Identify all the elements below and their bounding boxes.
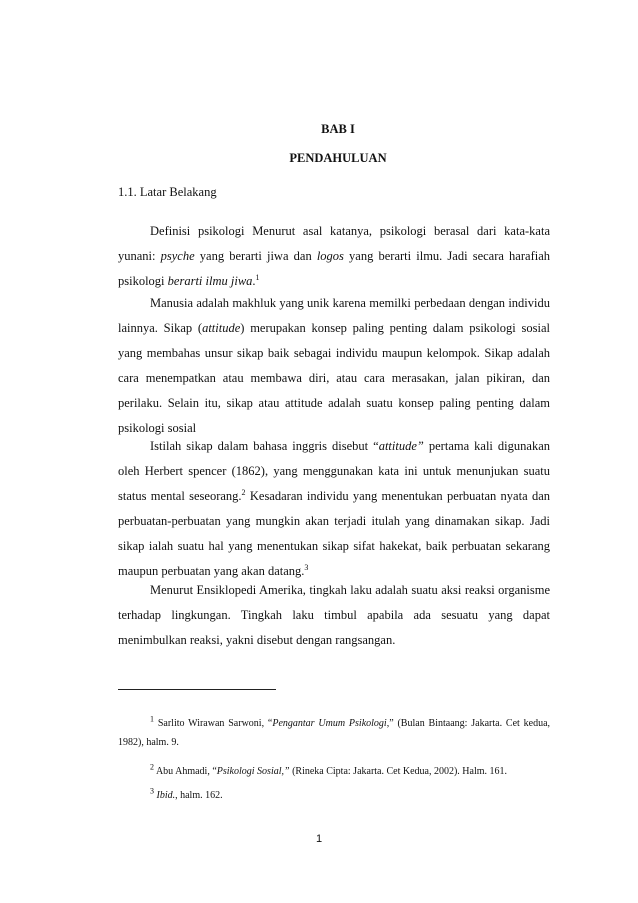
paragraph-text: Definisi psikologi Menurut asal katanya, psikologi berasal dari kata-kata yunani: xyxy=(118,224,550,263)
paragraph-manusia xyxy=(118,291,550,441)
paragraph-text: Manusia adalah makhluk yang unik karena memilki perbedaan dengan individu lainnya. Sikap ( xyxy=(118,296,550,335)
footnote-3 xyxy=(118,786,550,805)
footnote-title: Ibid. xyxy=(156,790,176,801)
paragraph-definition xyxy=(118,219,550,294)
paragraph-ensiklopedi xyxy=(118,578,550,653)
footnote-text: (Rineka Cipta: Jakarta. Cet Kedua, 2002). Halm. 161. xyxy=(289,766,508,777)
term-logos: logos xyxy=(316,249,344,263)
paragraph-text: yang berarti jiwa dan xyxy=(194,249,317,263)
paragraph-text: ) merupakan konsep paling penting dalam psikologi sosial yang membahas unsur sikap baik sebagai individu maupun kelompok. Sikap adalah cara menempatkan atau membawa diri, atau cara merasakan, jalan pikiran, dan perilaku. Selain itu, sikap atau attitude adalah suatu konsep paling penting dalam psikologi sosial xyxy=(118,321,550,435)
footnote-2 xyxy=(118,762,550,781)
section-heading: 1.1. Latar Belakang xyxy=(118,185,217,199)
footnote-divider xyxy=(118,689,276,690)
footnote-number: 1 xyxy=(150,714,154,724)
paragraph-text: Menurut Ensiklopedi Amerika, tingkah laku adalah suatu aksi reaksi organisme terhadap lingkungan. Tingkah laku timbul apabila ada sesuatu yang dapat menimbulkan reaksi, yakni disebut dengan rangsangan. xyxy=(118,583,550,647)
footnote-ref-2[interactable]: 2 xyxy=(241,487,246,497)
footnote-ref-1[interactable]: 1 xyxy=(255,272,260,282)
paragraph-text: . xyxy=(252,274,256,288)
term-attitude: attitude xyxy=(202,321,241,335)
page-number: 1 xyxy=(315,833,323,845)
footnote-text: ,” (Bulan Bintaang: Jakarta. Cet kedua, 1982), halm. 9. xyxy=(118,718,551,748)
term-attitude: attitude” xyxy=(378,439,424,453)
footnote-title: Pengantar Umum Psikologi xyxy=(272,718,387,729)
footnote-text: Abu Ahmadi, “ xyxy=(154,766,217,777)
paragraph-text: Istilah sikap dalam bahasa inggris disebut “ xyxy=(150,439,379,453)
footnote-text: , halm. 162. xyxy=(175,790,223,801)
chapter-number: BAB I xyxy=(321,122,355,136)
paragraph-text: yang berarti ilmu. Jadi secara harafiah psikologi xyxy=(118,249,550,288)
paragraph-text: Kesadaran individu yang menentukan perbuatan nyata dan perbuatan-perbuatan yang mungkin akan terjadi itulah yang dinamakan sikap. Jadi sikap ialah suatu hal yang menentukan sikap sifat hakekat, baik perbuatan sekarang maupun perbuatan yang akan datang. xyxy=(118,489,550,578)
paragraph-istilah-sikap xyxy=(118,434,550,584)
footnote-text: Sarlito Wirawan Sarwoni, “ xyxy=(154,718,273,729)
term-psyche: psyche xyxy=(160,249,195,263)
footnote-ref-3[interactable]: 3 xyxy=(304,562,309,572)
footnote-title: Psikologi Sosial,” xyxy=(216,766,290,777)
footnote-1 xyxy=(118,714,550,752)
footnote-number: 3 xyxy=(150,786,154,796)
footnote-number: 2 xyxy=(150,762,154,772)
term-ilmu-jiwa: berarti ilmu jiwa xyxy=(167,274,253,288)
paragraph-text: pertama kali digunakan oleh Herbert spencer (1862), yang menggunakan kata ini untuk menunjukan suatu status mental seseorang. xyxy=(118,439,550,503)
chapter-title: PENDAHULUAN xyxy=(289,151,387,165)
